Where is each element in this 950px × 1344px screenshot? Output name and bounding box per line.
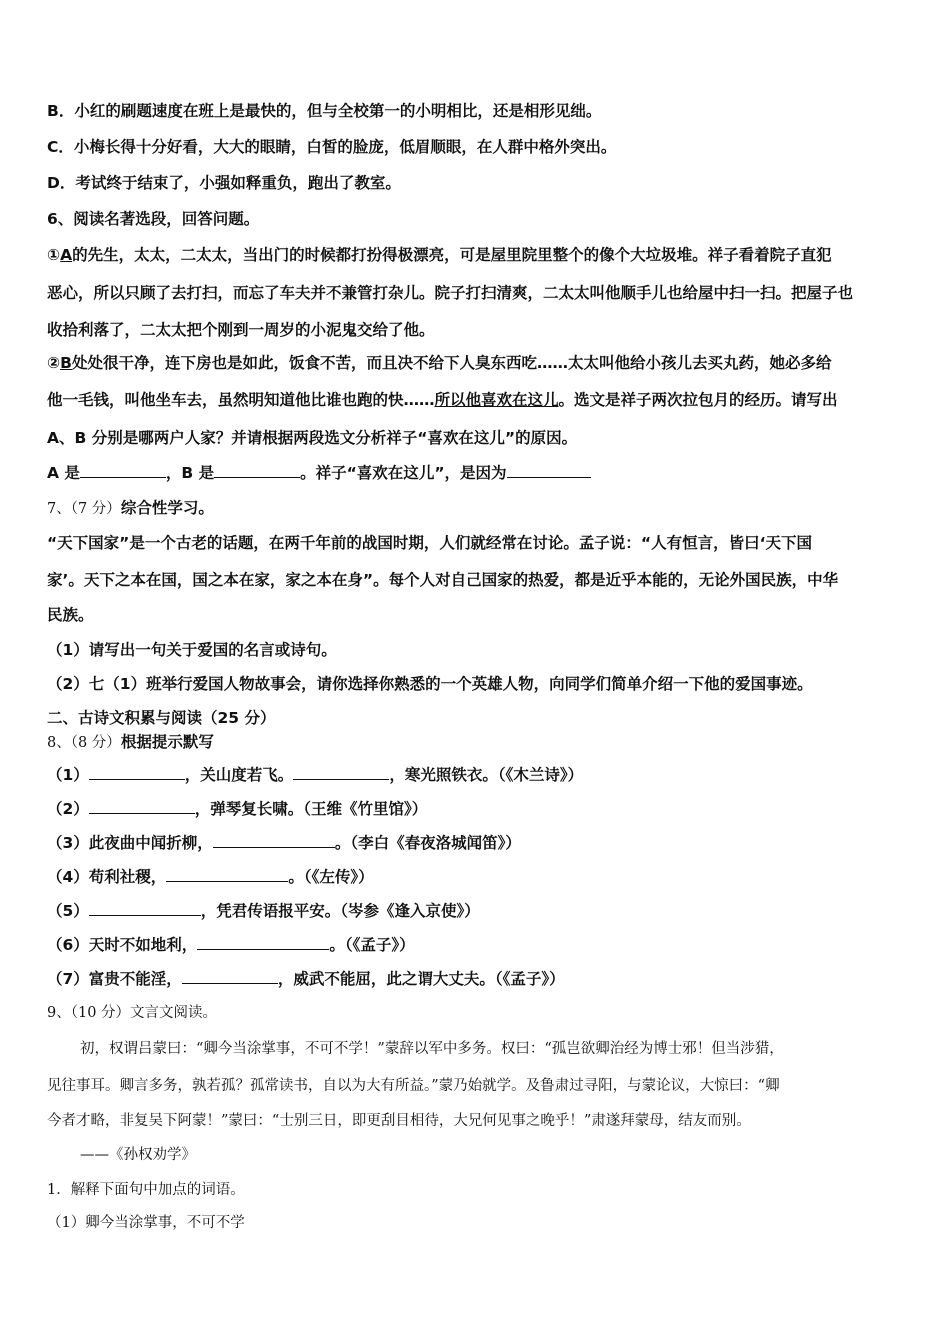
- section-2-title: 二、古诗文积累与阅读（25 分）: [47, 709, 276, 727]
- q8-item-2: （2） ，弹琴复长啸。（王维《竹里馆》）: [47, 800, 428, 818]
- answer-a-label: A 是: [47, 464, 80, 482]
- q9-subquestion-1: 1．解释下面句中加点的词语。: [47, 1182, 245, 1198]
- q8-number: 8、（8 分）: [47, 735, 121, 751]
- q6-passage-2-line-1: [47, 353, 831, 373]
- q7-title: 综合性学习。: [120, 499, 214, 517]
- q7-number: 7、（7 分）: [47, 501, 121, 517]
- passage-2-letter: B: [60, 354, 72, 372]
- q7-para-line-2: 家’。天下之本在国，国之本在家，家之本在身”。每个人对自己国家的热爱，都是近乎本能的，无论外国民族，中华: [47, 571, 839, 589]
- blank[interactable]: [89, 765, 185, 780]
- q8-heading: [47, 732, 214, 753]
- q8-item-5: （5） ，凭君传语报平安。（岑参《逢入京使》）: [47, 902, 480, 920]
- q5-option-c: C．小梅长得十分好看，大大的眼睛，白皙的脸庞，低眉顺眼，在人群中格外突出。: [47, 138, 617, 156]
- q9-text-line-1: 初，权谓吕蒙曰：“卿今当涂掌事，不可不学！”蒙辞以军中多务。权曰：“孤岂欲卿治经为博士邪！但当涉猎，: [80, 1041, 784, 1057]
- answer-b-blank[interactable]: [214, 463, 300, 478]
- q6-passage-2-line-2: [47, 390, 838, 410]
- q9-source: ——《孙权劝学》: [80, 1147, 196, 1163]
- q8-item-6: （6）天时不如地利， 。（《孟子》）: [47, 936, 415, 954]
- q6-passage-1-line-1: [47, 245, 832, 265]
- blank[interactable]: [166, 867, 288, 882]
- q9-heading: 9、（10 分）文言文阅读。: [47, 1005, 218, 1021]
- blank[interactable]: [293, 765, 389, 780]
- answer-reason-label: 。祥子“喜欢在这儿”，是因为: [300, 464, 507, 482]
- q5-option-b: B．小红的刷题速度在班上是最快的，但与全校第一的小明相比，还是相形见绌。: [47, 102, 602, 120]
- q7-para-line-1: “天下国家”是一个古老的话题，在两千年前的战国时期，人们就经常在讨论。孟子说：“人有恒言，皆曰‘天下国: [47, 534, 812, 552]
- passage-2-marker: ②: [47, 354, 61, 372]
- q8-item-3: （3）此夜曲中闻折柳， 。（李白《春夜洛城闻笛》）: [47, 834, 521, 852]
- q6-heading: 6、阅读名著选段，回答问题。: [47, 210, 260, 228]
- q6-passage-1-line-3: 收拾利落了，二太太把个刚到一周岁的小泥鬼交给了他。: [47, 321, 435, 339]
- q7-sub-1: （1）请写出一句关于爱国的名言或诗句。: [47, 641, 337, 659]
- q9-text-line-2: 见往事耳。卿言多务，孰若孤？孤常读书，自以为大有所益。”蒙乃始就学。及鲁肃过寻阳，与蒙论议，大惊曰：“卿: [47, 1078, 780, 1094]
- q7-para-line-3: 民族。: [47, 606, 94, 624]
- q9-subquestion-1-1: （1）卿今当涂掌事，不可不学: [47, 1215, 245, 1231]
- q8-item-4: （4）苟利社稷， 。（《左传》）: [47, 868, 374, 886]
- passage-2-text-a: 他一毛钱，叫他坐车去，虽然明知道他比谁也跑的快……: [47, 391, 435, 409]
- q8-item-7: （7）富贵不能淫， ，威武不能屈，此之谓大丈夫。（《孟子》）: [47, 970, 565, 988]
- q6-question: A、B 分别是哪两户人家？并请根据两段选文分析祥子“喜欢在这儿”的原因。: [47, 429, 578, 447]
- q8-item-1: （1） ，关山度若飞。 ，寒光照铁衣。（《木兰诗》）: [47, 766, 584, 784]
- passage-1-text: 的先生，太太，二太太，当出门的时候都打扮得极漂亮，可是屋里院里整个的像个大垃圾堆。祥子看着院子直犯: [72, 246, 832, 264]
- answer-reason-blank[interactable]: [507, 463, 591, 478]
- passage-2-text: 处处很干净，连下房也是如此，饭食不苦，而且决不给下人臭东西吃……太太叫他给小孩儿去买丸药，她必多给: [71, 354, 832, 372]
- answer-a-blank[interactable]: [80, 463, 166, 478]
- blank[interactable]: [213, 833, 335, 848]
- passage-2-text-b: 。选文是祥子两次拉包月的经历。请写出: [558, 391, 838, 409]
- passage-1-letter: A: [60, 246, 73, 264]
- q6-passage-1-line-2: 恶心，所以只顾了去打扫，而忘了车夫并不兼管打杂儿。院子打扫清爽，二太太叫他顺手儿也给屋中扫一扫。把屋子也: [47, 284, 854, 302]
- blank[interactable]: [89, 799, 195, 814]
- blank[interactable]: [182, 969, 278, 984]
- passage-1-marker: ①: [47, 246, 61, 264]
- q8-title: 根据提示默写: [120, 733, 214, 751]
- q5-option-d: D．考试终于结束了，小强如释重负，跑出了教室。: [47, 174, 401, 192]
- blank[interactable]: [89, 901, 201, 916]
- q7-heading: [47, 498, 214, 519]
- underlined-sentence: 所以他喜欢在这儿: [434, 391, 559, 409]
- blank[interactable]: [197, 935, 329, 950]
- q7-sub-2: （2）七（1）班举行爱国人物故事会，请你选择你熟悉的一个英雄人物，向同学们简单介绍一下他的爱国事迹。: [47, 675, 813, 693]
- q6-answer-line: [47, 463, 591, 483]
- q9-text-line-3: 今者才略，非复吴下阿蒙！”蒙曰：“士别三日，即更刮目相待，大兄何见事之晚乎！”肃遂拜蒙母，结友而别。: [47, 1113, 751, 1129]
- answer-b-label: ，B 是: [165, 464, 215, 482]
